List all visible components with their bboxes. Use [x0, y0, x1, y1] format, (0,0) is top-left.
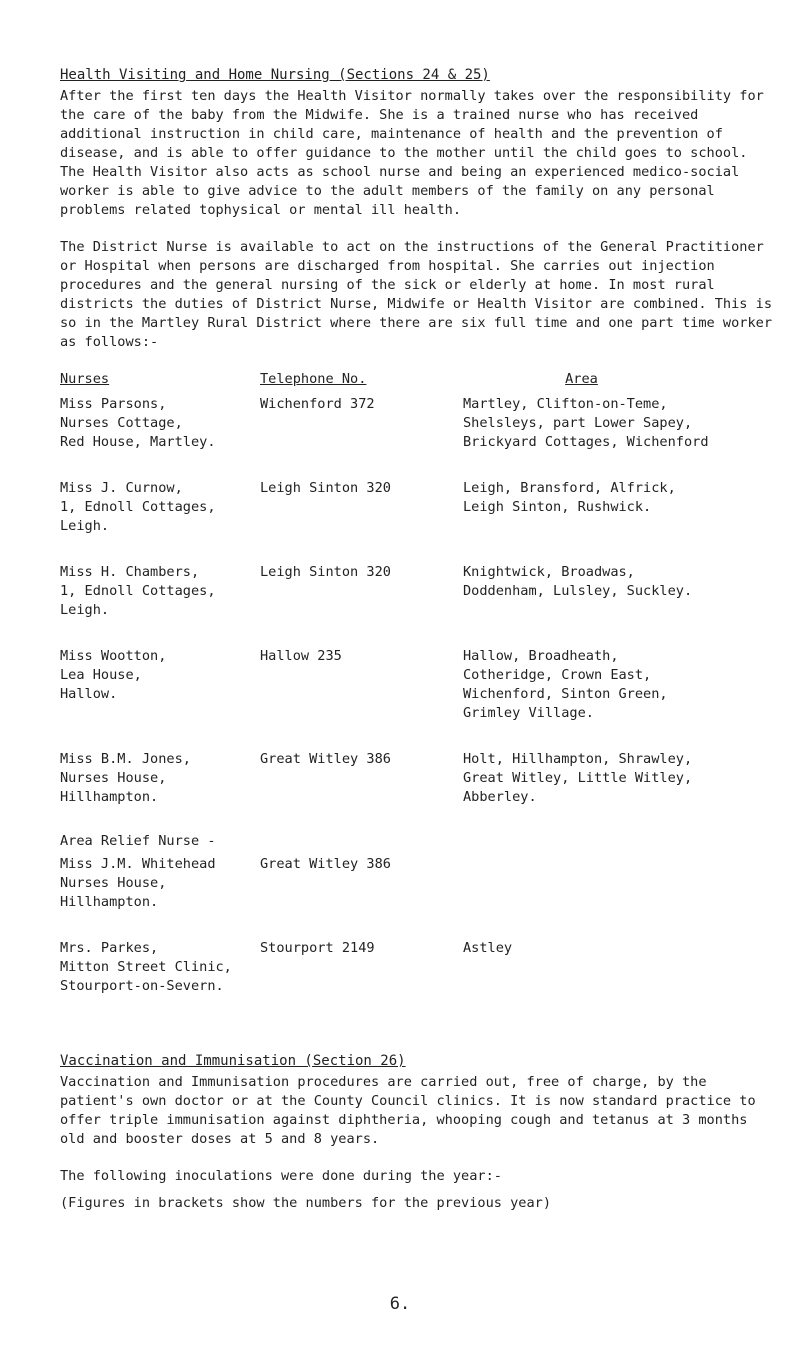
nurse-address-line: Hillhampton.	[60, 789, 159, 805]
document-page	[60, 66, 780, 1231]
nurse-address-line: 1, Ednoll Cottages,	[60, 583, 216, 599]
paragraph-inoculations-intro: The following inoculations were done during the year:-	[60, 1168, 502, 1184]
area-covered	[463, 939, 780, 996]
paragraph-district-nurse: The District Nurse is available to act on the instructions of the General Practitioner or Hospital when persons are discharged from hospital. She carries out injection procedures and the general nursing of the sick or elderly at home. In most rural districts the duties of District Nurse, Midwife or Health Visitor are combined. This is so in the Martley Rural District where there are six full time and one part time worker as follows:-	[60, 239, 773, 350]
area-line: Brickyard Cottages, Wichenford	[463, 434, 709, 450]
nurse-address-line: Nurses Cottage,	[60, 415, 183, 431]
table-body	[60, 395, 780, 807]
area-line: Wichenford, Sinton Green,	[463, 686, 668, 702]
header-area: Area	[565, 371, 598, 387]
nurse-address-line: Miss H. Chambers,	[60, 564, 200, 580]
table-row	[60, 563, 780, 620]
section-heading-health-visiting: Health Visiting and Home Nursing (Sections 24 & 25)	[60, 67, 490, 83]
nurse-name-address	[60, 939, 260, 996]
telephone-number: Leigh Sinton 320	[260, 480, 391, 496]
nurse-address-line: Nurses House,	[60, 770, 167, 786]
area-line: Doddenham, Lulsley, Suckley.	[463, 583, 693, 599]
telephone-number: Wichenford 372	[260, 396, 375, 412]
table-row	[60, 479, 780, 536]
telephone-number: Leigh Sinton 320	[260, 564, 391, 580]
area-covered	[463, 855, 780, 912]
paragraph-health-visitor: After the first ten days the Health Visitor normally takes over the responsibility for the care of the baby from the Midwife. She is a trained nurse who has received additional instruction in child care, maintenance of health and the prevention of disease, and is able to offer guidance to the mother until the child goes to school. The Health Visitor also acts as school nurse and being an experienced medico-social worker is able to give advice to the adult members of the family on any personal problems related tophysical or mental ill health.	[60, 88, 764, 218]
nurse-address-line: Miss Parsons,	[60, 396, 167, 412]
nurse-address-line: Mitton Street Clinic,	[60, 959, 232, 975]
table-row	[60, 750, 780, 807]
area-covered	[463, 750, 780, 807]
section-heading-vaccination: Vaccination and Immunisation (Section 26)	[60, 1053, 406, 1069]
telephone-number: Stourport 2149	[260, 940, 375, 956]
table-row	[60, 395, 780, 452]
area-line: Holt, Hillhampton, Shrawley,	[463, 751, 693, 767]
nurse-address-line: Miss B.M. Jones,	[60, 751, 191, 767]
table-row	[60, 855, 780, 912]
area-line: Leigh, Bransford, Alfrick,	[463, 480, 676, 496]
nurse-address-line: Hillhampton.	[60, 894, 159, 910]
nurse-name-address	[60, 563, 260, 620]
page-number: 6.	[389, 1294, 411, 1314]
telephone-number: Great Witley 386	[260, 751, 391, 767]
nurse-address-line: Red House, Martley.	[60, 434, 216, 450]
nurse-address-line: Miss J.M. Whitehead	[60, 856, 216, 872]
area-line: Cotheridge, Crown East,	[463, 667, 652, 683]
nurse-address-line: Stourport-on-Severn.	[60, 978, 224, 994]
nurse-address-line: Hallow.	[60, 686, 118, 702]
nurse-name-address	[60, 855, 260, 912]
vaccination-section	[60, 1052, 780, 1213]
nurses-table	[60, 370, 780, 996]
header-telephone: Telephone No.	[260, 371, 367, 387]
area-covered	[463, 563, 780, 620]
paragraph-vaccination: Vaccination and Immunisation procedures are carried out, free of charge, by the patient's own doctor or at the County Council clinics. It is now standard practice to offer triple immunisation against diphtheria, whooping cough and tetanus at 3 months old and booster doses at 5 and 8 years.	[60, 1074, 756, 1147]
nurse-address-line: Miss J. Curnow,	[60, 480, 183, 496]
area-line: Shelsleys, part Lower Sapey,	[463, 415, 693, 431]
nurse-address-line: Miss Wootton,	[60, 648, 167, 664]
telephone-number: Hallow 235	[260, 648, 342, 664]
area-covered	[463, 395, 780, 452]
nurse-name-address	[60, 647, 260, 723]
nurse-address-line: Leigh.	[60, 602, 110, 618]
table-header	[60, 370, 780, 389]
nurse-name-address	[60, 395, 260, 452]
header-nurses: Nurses	[60, 371, 110, 387]
area-line: Leigh Sinton, Rushwick.	[463, 499, 652, 515]
area-line: Great Witley, Little Witley,	[463, 770, 693, 786]
area-covered	[463, 647, 780, 723]
nurse-address-line: Leigh.	[60, 518, 110, 534]
table-row	[60, 939, 780, 996]
area-line: Knightwick, Broadwas,	[463, 564, 635, 580]
area-line: Martley, Clifton-on-Teme,	[463, 396, 668, 412]
relief-table-body	[60, 855, 780, 996]
nurse-address-line: Nurses House,	[60, 875, 167, 891]
area-covered	[463, 479, 780, 536]
nurse-address-line: 1, Ednoll Cottages,	[60, 499, 216, 515]
nurse-name-address	[60, 750, 260, 807]
relief-nurse-label: Area Relief Nurse -	[60, 833, 216, 849]
area-line: Hallow, Broadheath,	[463, 648, 619, 664]
table-row	[60, 647, 780, 723]
nurse-name-address	[60, 479, 260, 536]
telephone-number: Great Witley 386	[260, 856, 391, 872]
paragraph-figures-note: (Figures in brackets show the numbers for the previous year)	[60, 1195, 552, 1211]
nurse-address-line: Lea House,	[60, 667, 142, 683]
area-line: Astley	[463, 940, 513, 956]
nurse-address-line: Mrs. Parkes,	[60, 940, 159, 956]
area-line: Grimley Village.	[463, 705, 594, 721]
area-line: Abberley.	[463, 789, 537, 805]
